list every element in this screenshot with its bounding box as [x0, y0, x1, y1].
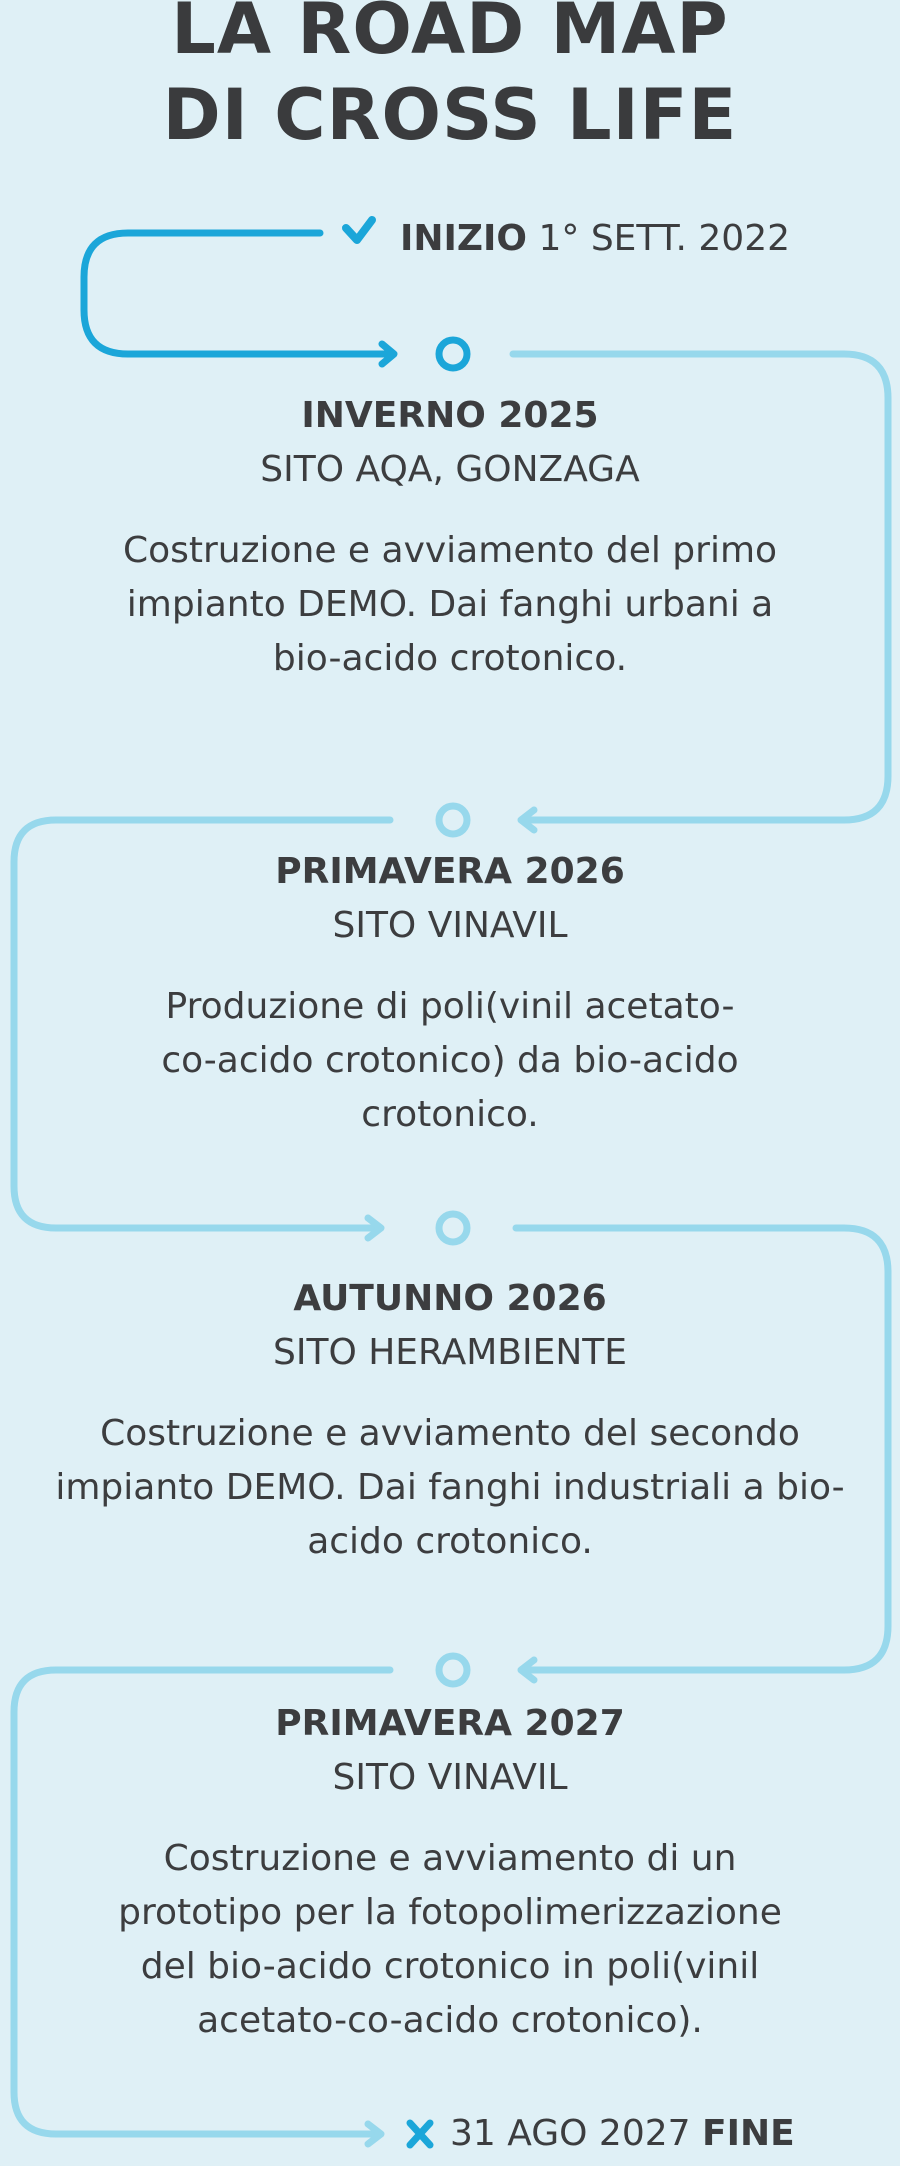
- end-label: FINE: [702, 2113, 795, 2154]
- step-2-description: Produzione di poli(vinil acetato-co-acido crotonico) da bio-acido crotonico.: [161, 986, 739, 1135]
- step-1: [40, 389, 860, 686]
- step-1-description: Costruzione e avviamento del primo impianto DEMO. Dai fanghi urbani a bio-acido crotonico.: [122, 530, 778, 679]
- check-icon: [346, 220, 372, 240]
- step-4-season: PRIMAVERA 2027: [275, 1703, 625, 1744]
- milestone-marker-3: [439, 1214, 467, 1242]
- step-2-site: SITO VINAVIL: [332, 905, 568, 946]
- start-label: INIZIO: [400, 218, 528, 259]
- start-loop-line: [84, 233, 390, 354]
- step-2: [40, 845, 860, 1142]
- start-milestone: [400, 214, 790, 264]
- step-1-site: SITO AQA, GONZAGA: [260, 449, 640, 490]
- milestone-marker-2: [439, 806, 467, 834]
- start-date: 1° SETT. 2022: [538, 218, 791, 259]
- title-line-2: DI CROSS LIFE: [162, 74, 738, 156]
- title-line-1: LA ROAD MAP: [171, 0, 729, 70]
- milestone-marker-1: [439, 340, 467, 368]
- step-2-season: PRIMAVERA 2026: [275, 851, 625, 892]
- step-3-description: Costruzione e avviamento del secondo impianto DEMO. Dai fanghi industriali a bio-acido crotonico.: [55, 1413, 845, 1562]
- step-3-site: SITO HERAMBIENTE: [272, 1332, 628, 1373]
- step-4-description: Costruzione e avviamento di un prototipo per la fotopolimerizzazione del bio-acido crotonico in poli(vinil acetato-co-acido crotonico).: [118, 1838, 782, 2041]
- end-date: 31 AGO 2027: [450, 2113, 691, 2154]
- milestone-marker-4: [439, 1656, 467, 1684]
- step-4-site: SITO VINAVIL: [332, 1757, 568, 1798]
- end-milestone: [450, 2109, 795, 2159]
- step-3-season: AUTUNNO 2026: [293, 1278, 607, 1319]
- step-3: [40, 1272, 860, 1569]
- step-1-season: INVERNO 2025: [301, 395, 599, 436]
- cross-icon: [410, 2123, 430, 2145]
- step-4: [40, 1697, 860, 2048]
